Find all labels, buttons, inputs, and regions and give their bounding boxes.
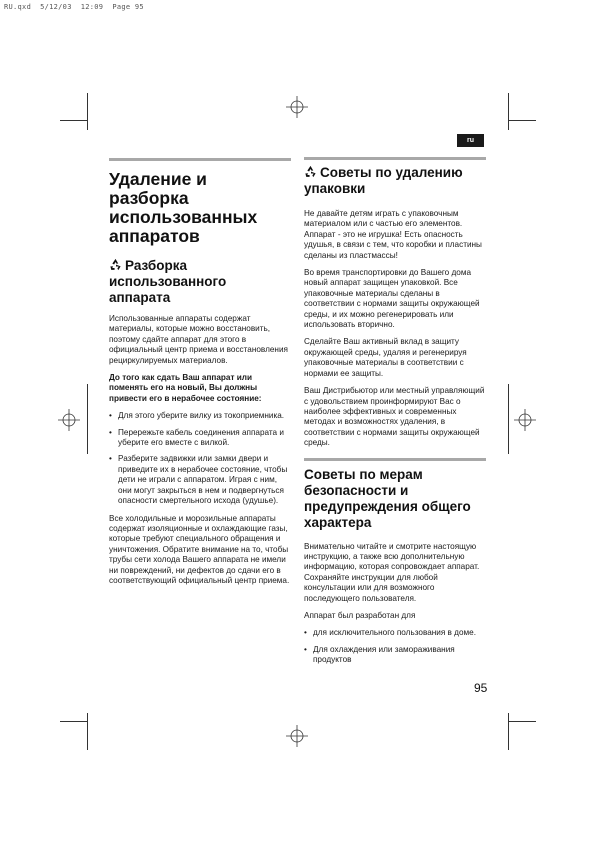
registration-mark-left <box>58 409 80 431</box>
crop-mark <box>60 721 88 722</box>
paragraph: Внимательно читайте и смотрите настоящую инструкцию, а также всю дополнительную информацию, которая сопровождает аппарат. Сохраняйте инструкции для любой консультации или для возможного последующего пользователя. <box>304 541 480 603</box>
list-item <box>109 411 291 421</box>
list-item <box>109 428 291 449</box>
paragraph: Аппарат был разработан для <box>304 610 416 620</box>
paragraph: Не давайте детям играть с упаковочным материалом или с частью его элементов. Аппарат - это не игрушка! Есть опасность удушья, в связи с тем, что коробки и пластины сделаны из пластмассы! <box>304 209 482 260</box>
section-title-text: Разборка использованного аппарата <box>109 258 227 305</box>
crop-mark <box>87 713 88 750</box>
list-item-text: Для охлаждения или замораживания продуктов <box>313 644 455 665</box>
bullet-list <box>304 628 486 665</box>
list-item-text: Разберите задвижки или замки двери и приведите их в нерабочее состояние, чтобы дети не играли с аппаратом. Играя с ним, они могут закрыться в нем и подвергнуться опасности смертельного исхода (удушье). <box>118 454 288 506</box>
section-rule <box>109 158 291 161</box>
list-item <box>304 645 486 666</box>
section-title-text: Советы по мерам безопасности и предупреждения общего характера <box>304 466 471 530</box>
section-title-disposal <box>109 258 291 306</box>
print-header: RU.qxd 5/12/03 12:09 Page 95 <box>4 3 144 11</box>
left-column <box>109 158 291 593</box>
crop-mark <box>508 93 509 130</box>
right-column <box>304 157 486 673</box>
paragraph: Ваш Дистрибьютор или местный управляющий с удовольствием проинформируют Вас о наиболее эффективных и современных методах и возможностях удаления, в соответствии с нормами защиты окружающей среды. <box>304 386 485 448</box>
main-title: Удаление и разборка использованных аппаратов <box>109 169 258 246</box>
list-item-text: Перережьте кабель соединения аппарата и уберите его вместе с вилкой. <box>118 427 284 448</box>
crop-mark <box>508 120 536 121</box>
language-badge: ru <box>457 134 484 147</box>
bold-paragraph: До того как сдать Ваш аппарат или поменять его на новый, Вы должны привести его в нерабочее состояние: <box>109 373 262 403</box>
recycle-icon <box>304 165 317 178</box>
bullet: • <box>109 411 112 421</box>
crop-mark <box>60 120 88 121</box>
registration-mark-bottom <box>286 725 308 747</box>
paragraph: Все холодильные и морозильные аппараты содержат изоляционные и охлаждающие газы, которые требуют специального обращения и уничтожения. Обратите внимание на то, чтобы трубы сети холода Вашего аппарата не имели ни повреждений, ни дефектов до сдачи его в соответствующий официальный центр приема. <box>109 513 290 585</box>
section-title-packaging <box>304 165 486 197</box>
section-rule <box>304 458 486 461</box>
registration-mark-top <box>286 96 308 118</box>
section-rule <box>304 157 486 160</box>
crop-mark <box>508 721 536 722</box>
registration-mark-right <box>514 409 536 431</box>
paragraph: Сделайте Ваш активный вклад в защиту окружающей среды, удаляя и регенерируя упаковочные материалы в соответствии с нормами ее защиты. <box>304 337 467 378</box>
section-title-safety <box>304 467 486 531</box>
list-item <box>109 454 291 506</box>
bullet: • <box>109 427 112 437</box>
recycle-icon <box>109 258 122 271</box>
paragraph: Использованные аппараты содержат материалы, которые можно восстановить, поэтому сдайте аппарат для этого в официальный центр приема и восстановления рециркулируемых материалов. <box>109 314 288 365</box>
section-title-text: Советы по удалению упаковки <box>304 165 463 196</box>
crop-mark <box>508 384 509 454</box>
page-number: 95 <box>474 681 488 695</box>
crop-mark <box>87 384 88 454</box>
paragraph: Во время транспортировки до Вашего дома новый аппарат защищен упаковкой. Все упаковочные материалы сделаны в соответствии с нормами защиты окружающей среды, и их можно регенерировать или использовать вторично. <box>304 268 480 330</box>
crop-mark <box>87 93 88 130</box>
list-item-text: Для этого уберите вилку из токоприемника. <box>118 411 285 421</box>
bullet-list <box>109 411 291 506</box>
bullet: • <box>304 628 307 638</box>
list-item-text: для исключительного пользования в доме. <box>313 628 476 638</box>
bullet: • <box>304 644 307 654</box>
bullet: • <box>109 454 112 464</box>
list-item <box>304 628 486 638</box>
crop-mark <box>508 713 509 750</box>
